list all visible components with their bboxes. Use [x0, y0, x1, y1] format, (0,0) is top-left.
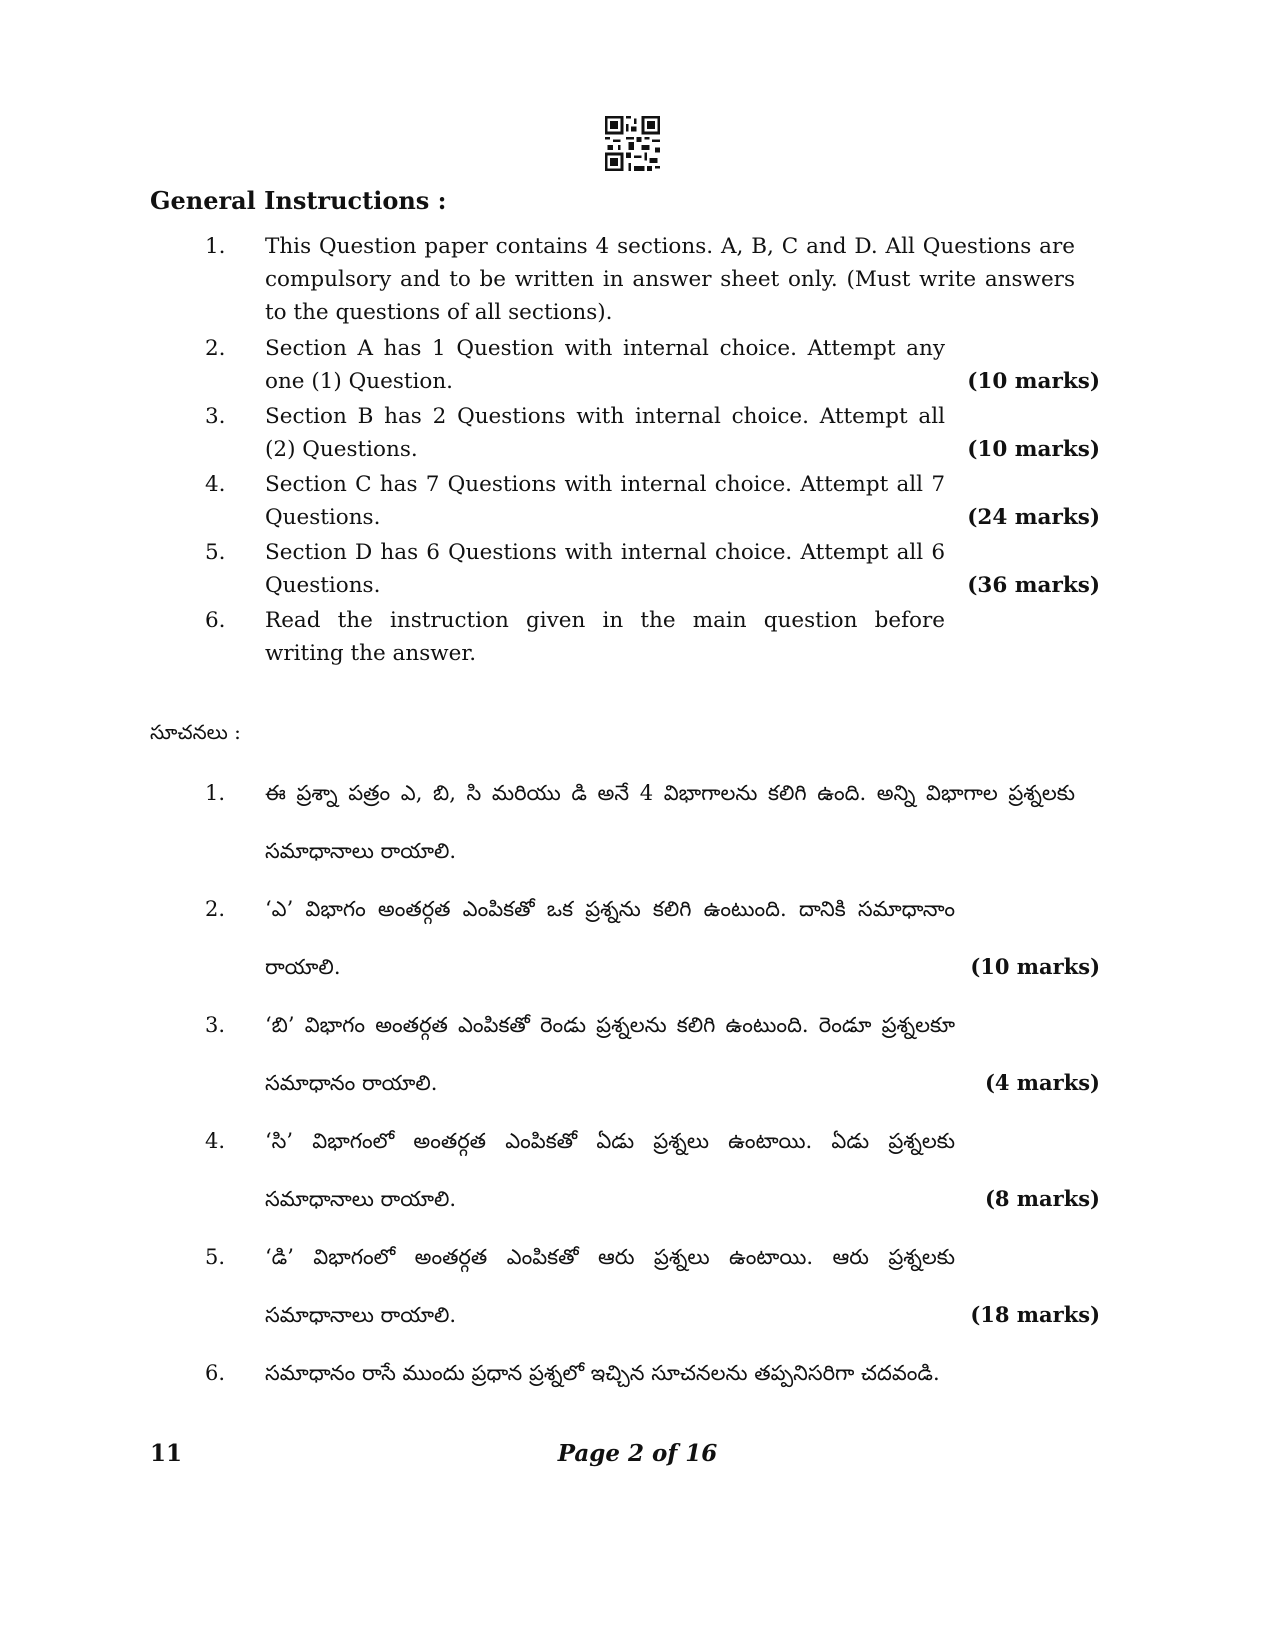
- instruction-number: 2.: [205, 897, 226, 921]
- instruction-number: 3.: [205, 404, 226, 429]
- instruction-text: Section C has 7 Questions with internal choice. Attempt all 7 Questions.: [265, 472, 945, 530]
- instruction-text: ‘సి’ విభాగంలో అంతర్గత ఎంపికతో ఏడు ప్రశ్నలు ఉంటాయి. ఏడు ప్రశ్నలకు సమాధానాలు రాయాలి.: [265, 1129, 955, 1211]
- instruction-text: సమాధానం రాసే ముందు ప్రధాన ప్రశ్నలో ఇచ్చిన సూచనలను తప్పనిసరిగా చదవండి.: [265, 1361, 940, 1385]
- instruction-text: Section B has 2 Questions with internal choice. Attempt all (2) Questions.: [265, 404, 945, 462]
- instruction-text: Section D has 6 Questions with internal choice. Attempt all 6 Questions.: [265, 540, 945, 598]
- instruction-number: 3.: [205, 1013, 226, 1037]
- instruction-text: ‘డి’ విభాగంలో అంతర్గత ఎంపికతో ఆరు ప్రశ్నలు ఉంటాయి. ఆరు ప్రశ్నలకు సమాధానాలు రాయాలి.: [265, 1245, 955, 1327]
- general-instructions-heading: General Instructions :: [150, 186, 447, 215]
- instruction-text: ‘బి’ విభాగం అంతర్గత ఎంపికతో రెండు ప్రశ్నలను కలిగి ఉంటుంది. రెండూ ప్రశ్నలకూ సమాధానం రాయాలి.: [265, 1013, 955, 1095]
- instruction-marks: (8 marks): [984, 1186, 1100, 1211]
- instruction-marks: (24 marks): [967, 505, 1100, 530]
- instruction-number: 6.: [205, 1361, 226, 1385]
- instruction-text: ‘ఎ’ విభాగం అంతర్గత ఎంపికతో ఒక ప్రశ్నను కలిగి ఉంటుంది. దానికి సమాధానాం రాయాలి.: [265, 897, 955, 979]
- paper-code: 11: [150, 1440, 183, 1467]
- instruction-number: 2.: [205, 336, 226, 361]
- instruction-number: 5.: [205, 1245, 226, 1269]
- instruction-number: 5.: [205, 540, 226, 565]
- instruction-marks: (18 marks): [970, 1302, 1100, 1327]
- instruction-number: 4.: [205, 1129, 226, 1153]
- instruction-marks: (4 marks): [984, 1070, 1100, 1095]
- instruction-marks: (10 marks): [970, 954, 1100, 979]
- qr-code: [605, 116, 660, 171]
- instruction-number: 1.: [205, 234, 226, 259]
- instruction-text: This Question paper contains 4 sections. A, B, C and D. All Questions are compulsory and to be written in answer sheet only. (Must write answers to the questions of all sections).: [265, 234, 1075, 325]
- instruction-number: 6.: [205, 608, 226, 633]
- page-number: Page 2 of 16: [557, 1440, 718, 1467]
- instruction-text: ఈ ప్రశ్నా పత్రం ఎ, బి, సి మరియు డి అనే 4 విభాగాలను కలిగి ఉంది. అన్ని విభాగాల ప్రశ్నలకు సమాధానాలు రాయాలి.: [265, 781, 1075, 863]
- telugu-instructions-heading: సూచనలు :: [150, 720, 241, 744]
- instruction-number: 1.: [205, 781, 226, 805]
- instruction-marks: (10 marks): [967, 369, 1100, 394]
- instruction-text: Read the instruction given in the main question before writing the answer.: [265, 608, 945, 666]
- instruction-number: 4.: [205, 472, 226, 497]
- instruction-marks: (36 marks): [967, 573, 1100, 598]
- instruction-marks: (10 marks): [967, 437, 1100, 462]
- instruction-text: Section A has 1 Question with internal choice. Attempt any one (1) Question.: [265, 336, 945, 394]
